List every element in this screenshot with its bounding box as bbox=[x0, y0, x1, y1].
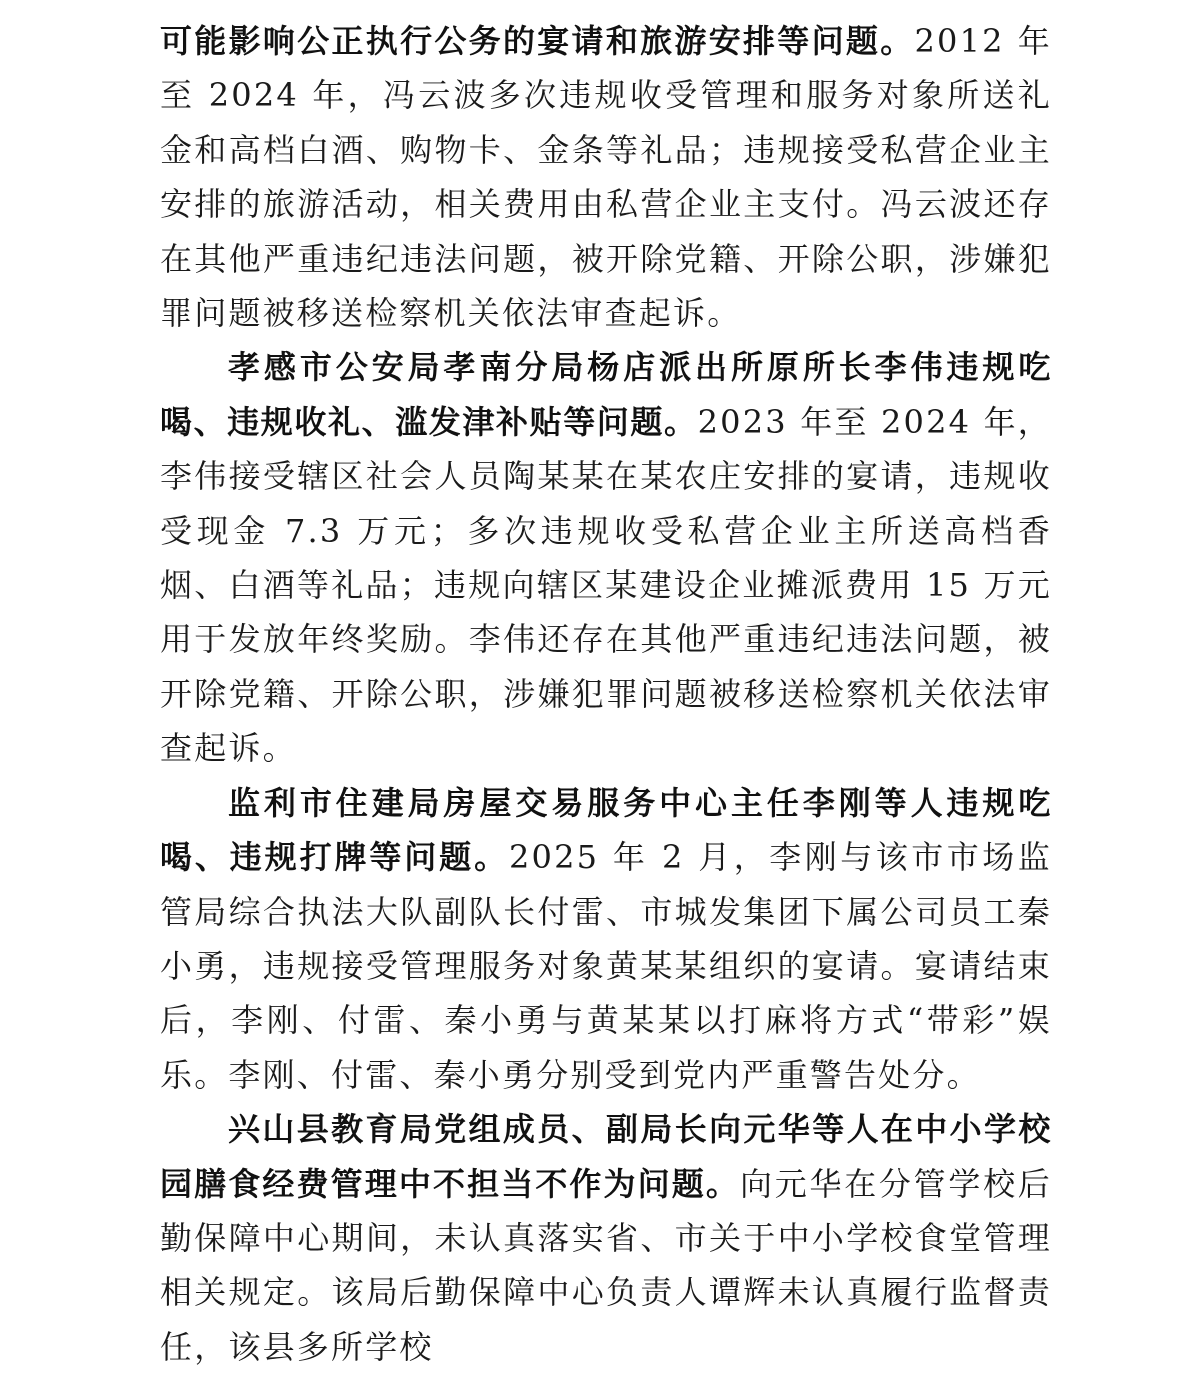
paragraph-heading: 孝感市公安局孝南分局杨店派出所原所长李伟违规吃喝、违规收礼、滥发津补贴等问题。 bbox=[160, 348, 1052, 441]
paragraph-ligang bbox=[160, 776, 1052, 1102]
paragraph-heading: 可能影响公正执行公务的宴请和旅游安排等问题。 bbox=[160, 22, 915, 60]
paragraph-heading: 兴山县教育局党组成员、副局长向元华等人在中小学校园膳食经费管理中不担当不作为问题。 bbox=[160, 1110, 1052, 1203]
document-page bbox=[160, 14, 1052, 1374]
paragraph-liwei bbox=[160, 340, 1052, 775]
paragraph-body: 向元华在分管学校后勤保障中心期间，未认真落实省、市关于中小学校食堂管理相关规定。该局后勤保障中心负责人谭辉未认真履行监督责任，该县多所学校 bbox=[160, 1164, 1052, 1366]
paragraph-body: 2012 年至 2024 年，冯云波多次违规收受管理和服务对象所送礼金和高档白酒、购物卡、金条等礼品；违规接受私营企业主安排的旅游活动，相关费用由私营企业主支付。冯云波还存在其他严重违纪违法问题，被开除党籍、开除公职，涉嫌犯罪问题被移送检察机关依法审查起诉。 bbox=[160, 22, 1053, 333]
paragraph-xiangyuanhua bbox=[160, 1102, 1052, 1374]
paragraph-fengyunbo-continued bbox=[160, 14, 1052, 340]
paragraph-body: 2023 年至 2024 年，李伟接受辖区社会人员陶某某在某农庄安排的宴请，违规收受现金 7.3 万元；多次违规收受私营企业主所送高档香烟、白酒等礼品；违规向辖区某建设企业摊派费用 15 万元用于发放年终奖励。李伟还存在其他严重违纪违法问题，被开除党籍、开除公职，涉嫌犯罪问题被移送检察机关依法审查起诉。 bbox=[160, 402, 1053, 768]
paragraph-body: 2025 年 2 月，李刚与该市市场监管局综合执法大队副队长付雷、市城发集团下属公司员工秦小勇，违规接受管理服务对象黄某某组织的宴请。宴请结束后，李刚、付雷、秦小勇与黄某某以打麻将方式“带彩”娱乐。李刚、付雷、秦小勇分别受到党内严重警告处分。 bbox=[160, 838, 1052, 1094]
paragraph-heading: 监利市住建局房屋交易服务中心主任李刚等人违规吃喝、违规打牌等问题。 bbox=[160, 783, 1052, 877]
